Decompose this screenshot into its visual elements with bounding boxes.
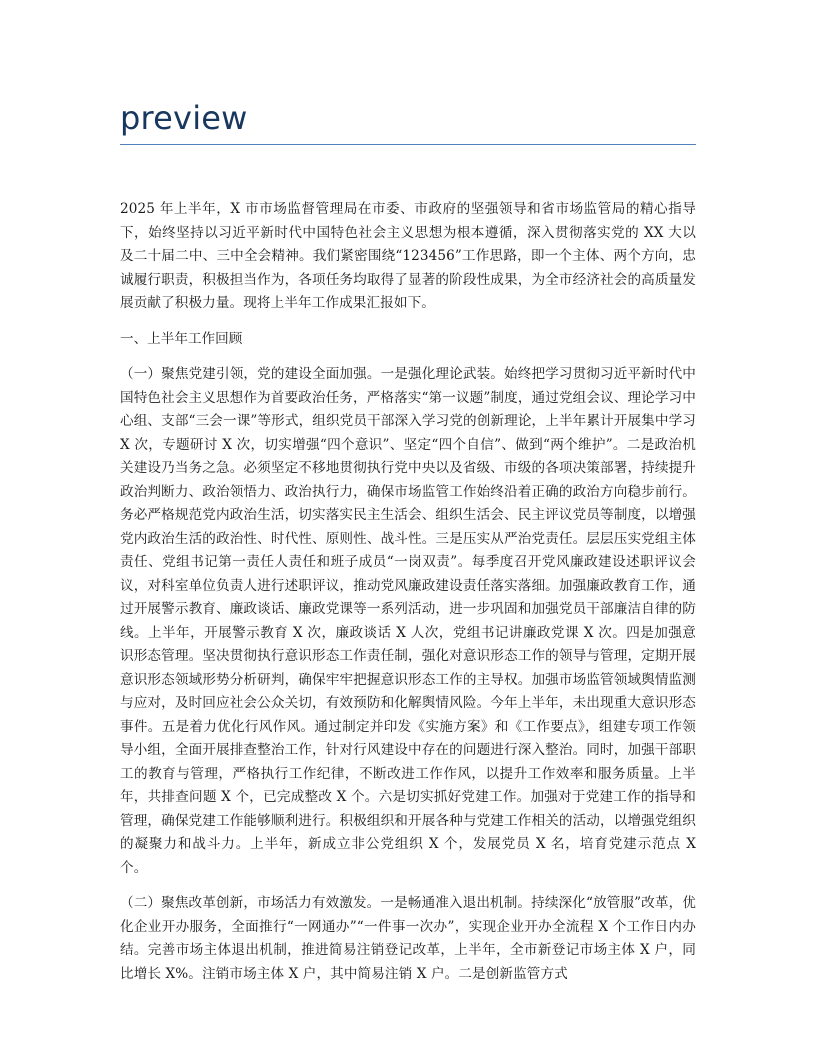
- document-body: [120, 198, 696, 986]
- party-building-paragraph: （一）聚焦党建引领，党的建设全面加强。一是强化理论武装。始终把学习贯彻习近平新时代中国特色社会主义思想作为首要政治任务，严格落实“第一议题”制度，通过党组会议、理论学习中心组、支部“三会一课”等形式，组织党员干部深入学习党的创新理论，上半年累计开展集中学习 X 次，专题研讨 X 次，切实增强“四个意识”、坚定“四个自信”、做到“两个维护”。二是政治机关建设乃当务之急。必须坚定不移地贯彻执行党中央以及省级、市级的各项决策部署，持续提升政治判断力、政治领悟力、政治执行力，确保市场监管工作始终沿着正确的政治方向稳步前行。务必严格规范党内政治生活，切实落实民主生活会、组织生活会、民主评议党员等制度，以增强党内政治生活的政治性、时代性、原则性、战斗性。三是压实从严治党责任。层层压实党组主体责任、党组书记第一责任人责任和班子成员“一岗双责”。每季度召开党风廉政建设述职评议会议，对科室单位负责人进行述职评议，推动党风廉政建设责任落实落细。加强廉政教育工作，通过开展警示教育、廉政谈话、廉政党课等一系列活动，进一步巩固和加强党员干部廉洁自律的防线。上半年，开展警示教育 X 次，廉政谈话 X 人次，党组书记讲廉政党课 X 次。四是加强意识形态管理。坚决贯彻执行意识形态工作责任制，强化对意识形态工作的领导与管理，定期开展意识形态领域形势分析研判，确保牢牢把握意识形态工作的主导权。加强市场监管领域舆情监测与应对，及时回应社会公众关切，有效预防和化解舆情风险。今年上半年，未出现重大意识形态事件。五是着力优化行风作风。通过制定并印发《实施方案》和《工作要点》，组建专项工作领导小组，全面开展排查整治工作，针对行风建设中存在的问题进行深入整治。同时，加强干部职工的教育与管理，严格执行工作纪律，不断改进工作作风，以提升工作效率和服务质量。上半年，共排查问题 X 个，已完成整改 X 个。六是切实抓好党建工作。加强对于党建工作的指导和管理，确保党建工作能够顺利进行。积极组织和开展各种与党建工作相关的活动，以增强党组织的凝聚力和战斗力。上半年，新成立非公党组织 X 个，发展党员 X 名，培育党建示范点 X 个。: [120, 366, 696, 876]
- title-divider: [120, 144, 696, 145]
- section-heading: 一、上半年工作回顾: [120, 330, 243, 347]
- document-title: preview: [120, 99, 248, 137]
- intro-paragraph: 2025 年上半年，X 市市场监督管理局在市委、市政府的坚强领导和省市场监管局的精心指导下，始终坚持以习近平新时代中国特色社会主义思想为根本遵循，深入贯彻落实党的 XX 大以及二十届二中、三中全会精神。我们紧密围绕“123456”工作思路，即一个主体、两个方向，忠诚履行职责，积极担当作为，各项任务均取得了显著的阶段性成果，为全市经济社会的高质量发展贡献了积极力量。现将上半年工作成果汇报如下。: [120, 201, 696, 311]
- document-page: [120, 0, 696, 998]
- reform-paragraph: （二）聚焦改革创新，市场活力有效激发。一是畅通准入退出机制。持续深化“放管服”改革，优化企业开办服务，全面推行“一网通办”“一件事一次办”，实现企业开办全流程 X 个工作日内办结。完善市场主体退出机制，推进简易注销登记改革，上半年，全市新登记市场主体 X 户，同比增长 X%。注销市场主体 X 户，其中简易注销 X 户。二是创新监管方式: [120, 895, 696, 982]
